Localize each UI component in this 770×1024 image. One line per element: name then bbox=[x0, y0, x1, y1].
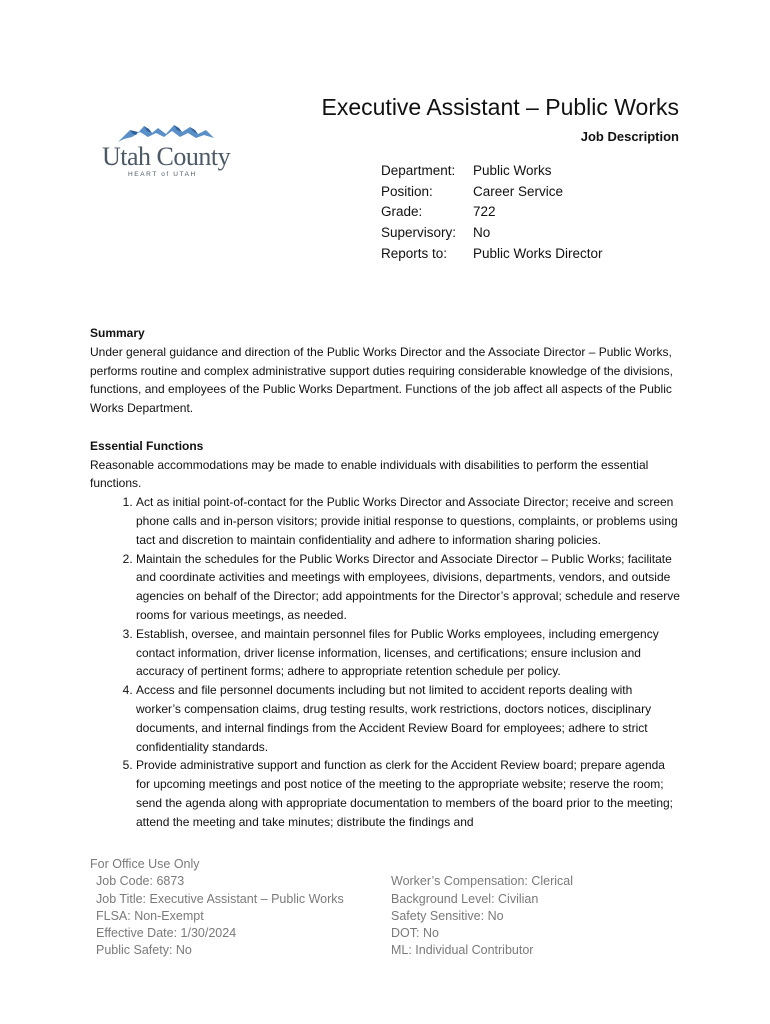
footer-ml: ML: Individual Contributor bbox=[391, 943, 534, 958]
document-body bbox=[90, 324, 680, 832]
summary-text: Under general guidance and direction of the Public Works Director and the Associate Director – Public Works, performs routine and complex administrative support duties requiring considerable knowledge of the divisions, functions, and employees of the Public Works Department. Functions of the job affect all aspects of the Public Works Department. bbox=[90, 344, 673, 416]
page-subtitle: Job Description bbox=[580, 129, 679, 144]
list-item: 1. Act as initial point-of-contact for the Public Works Director and Associate Director; receive and screen phone calls and in-person visitors; provide initial response to questions, complaints, or problems using tact and discretion to maintain confidentiality and adhere to information sharing policies. bbox=[136, 493, 680, 549]
footer-flsa: FLSA: Non-Exempt bbox=[96, 908, 204, 923]
footer-right-column bbox=[391, 873, 691, 959]
utah-county-logo bbox=[100, 122, 232, 180]
summary-heading: Summary bbox=[90, 326, 145, 340]
meta-label: Supervisory: bbox=[381, 225, 457, 241]
essential-functions-list bbox=[90, 493, 680, 831]
logo-wordmark: Utah County bbox=[102, 142, 231, 171]
essential-functions-heading: Essential Functions bbox=[90, 438, 204, 453]
logo-tagline: HEART of UTAH bbox=[128, 171, 197, 178]
meta-value: Career Service bbox=[473, 183, 564, 199]
list-item: 3. Establish, oversee, and maintain personnel files for Public Works employees, including emergency contact information, driver license information, licenses, and certifications; ensure inclusion and accuracy of pertinent forms; adhere to appropriate retention schedule per policy. bbox=[136, 625, 680, 681]
meta-row-reports-to bbox=[381, 244, 603, 265]
essential-functions-intro: Reasonable accommodations may be made to enable individuals with disabilities to perform the essential functions. bbox=[90, 457, 649, 491]
list-item: 5. Provide administrative support and function as clerk for the Accident Review board; prepare agenda for upcoming meetings and post notice of the meeting to the appropriate website; reserve the room; send the agenda along with appropriate documentation to members of the board prior to the meeting; attend the meeting and take minutes; distribute the findings and bbox=[136, 756, 680, 831]
list-item: 4. Access and file personnel documents including but not limited to accident reports dealing with worker’s compensation claims, drug testing results, work restrictions, doctors notices, disciplinary documents, and internal findings from the Accident Review Board for employees; adhere to strict confidentiality standards. bbox=[136, 681, 680, 756]
meta-value: 722 bbox=[473, 204, 496, 220]
meta-value: No bbox=[473, 225, 491, 241]
meta-label: Reports to: bbox=[381, 245, 448, 261]
footer-effective-date: Effective Date: 1/30/2024 bbox=[96, 926, 237, 941]
meta-row-grade bbox=[381, 202, 603, 223]
meta-label: Department: bbox=[381, 163, 456, 178]
section-spacer bbox=[90, 418, 680, 437]
footer-public-safety: Public Safety: No bbox=[96, 943, 192, 958]
footer-job-code: Job Code: 6873 bbox=[96, 874, 185, 889]
meta-label: Position: bbox=[381, 183, 433, 199]
list-item: 2. Maintain the schedules for the Public Works Director and Associate Director – Public Works; facilitate and coordinate activities and meetings with employees, divisions, departments, vendors, and outside agencies on behalf of the Director; add appointments for the Director’s approval; schedule and reserve rooms for various meetings, as needed. bbox=[136, 550, 680, 625]
footer-workers-comp: Worker’s Compensation: Clerical bbox=[391, 874, 574, 889]
meta-row-department bbox=[381, 161, 603, 182]
office-use-footer bbox=[90, 856, 574, 958]
meta-row-position bbox=[381, 182, 603, 203]
footer-background-level: Background Level: Civilian bbox=[391, 891, 539, 906]
page-title: Executive Assistant – Public Works bbox=[321, 94, 679, 120]
meta-row-supervisory bbox=[381, 223, 603, 244]
meta-label: Grade: bbox=[381, 204, 423, 220]
meta-value: Public Works bbox=[473, 163, 552, 178]
footer-heading: For Office Use Only bbox=[90, 857, 200, 871]
footer-safety-sensitive: Safety Sensitive: No bbox=[391, 908, 504, 923]
footer-left-column bbox=[96, 873, 396, 959]
job-meta-table bbox=[381, 161, 603, 264]
footer-dot: DOT: No bbox=[391, 926, 439, 941]
meta-value: Public Works Director bbox=[473, 245, 603, 261]
footer-job-title: Job Title: Executive Assistant – Public Works bbox=[96, 891, 344, 906]
